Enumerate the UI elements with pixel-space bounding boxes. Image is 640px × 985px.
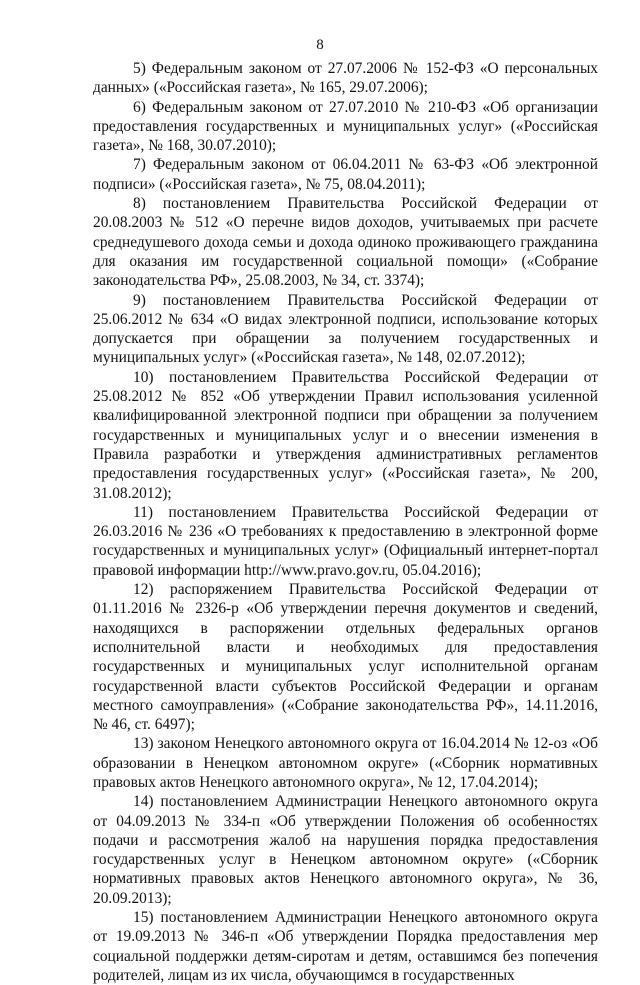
list-item-7: 7) Федеральным законом от 06.04.2011 № 63-ФЗ «Об электронной подписи» («Российская газета», № 75, 08.04.2011); <box>93 156 598 193</box>
list-item-10: 10) постановлением Правительства Российской Федерации от 25.08.2012 № 852 «Об утверждении Правил использования усиленной квалифицированной электронной подписи при обращении за получением государственных и муниципальных услуг и о внесении изменения в Правила разработки и утверждения административных регламентов предоставления государственных услуг» («Российская газета», № 200, 31.08.2012); <box>93 368 598 502</box>
list-item-11: 11) постановлением Правительства Российской Федерации от 26.03.2016 № 236 «О требованиях к предоставлению в электронной форме государственных и муниципальных услуг» (Официальный интернет-портал правовой информации http://www.pravo.gov.ru, 05.04.2016); <box>93 503 598 579</box>
list-item-8: 8) постановлением Правительства Российской Федерации от 20.08.2003 № 512 «О перечне видов доходов, учитываемых при расчете среднедушевого дохода семьи и дохода одиноко проживающего гражданина для оказания им государственной социальной помощи» («Собрание законодательства РФ», 25.08.2003, № 34, ст. 3374); <box>93 195 598 290</box>
page-number: 8 <box>316 37 324 53</box>
list-item-12: 12) распоряжением Правительства Российской Федерации от 01.11.2016 № 2326-р «Об утверждении перечня документов и сведений, находящихся в распоряжении отдельных федеральных органов исполнительной власти и необходимых для предоставления государственных и муниципальных услуг исполнительной органам государственной власти субъектов Российской Федерации и органам местного самоуправления» («Собрание законодательства РФ», 14.11.2016, № 46, ст. 6497); <box>93 581 598 734</box>
list-item-5: 5) Федеральным законом от 27.07.2006 № 152-ФЗ «О персональных данных» («Российская газета», № 165, 29.07.2006); <box>93 60 598 97</box>
list-item-14: 14) постановлением Администрации Ненецкого автономного округа от 04.09.2013 № 334-п «Об утверждении Положения об особенностях подачи и рассмотрения жалоб на нарушения порядка предоставления государственных услуг в Ненецком автономном округе» («Сборник нормативных правовых актов Ненецкого автономного округа», № 36, 20.09.2013); <box>93 793 598 907</box>
document-body <box>93 59 598 985</box>
list-item-9: 9) постановлением Правительства Российской Федерации от 25.06.2012 № 634 «О видах электронной подписи, использование которых допускается при обращении за получением государственных и муниципальных услуг» («Российская газета», № 148, 02.07.2012); <box>93 291 598 367</box>
list-item-13: 13) законом Ненецкого автономного округа от 16.04.2014 № 12-оз «Об образовании в Ненецком автономном округе» («Сборник нормативных правовых актов Ненецкого автономного округа», № 12, 17.04.2014); <box>93 735 598 791</box>
list-item-6: 6) Федеральным законом от 27.07.2010 № 210-ФЗ «Об организации предоставления государственных и муниципальных услуг» («Российская газета», № 168, 30.07.2010); <box>93 98 598 155</box>
list-item-15: 15) постановлением Администрации Ненецкого автономного округа от 19.09.2013 № 346-п «Об утверждении Порядка предоставления мер социальной поддержки детям-сиротам и детям, оставшимся без попечения родителей, лицам из их числа, обучающимся в государственных <box>93 909 598 984</box>
